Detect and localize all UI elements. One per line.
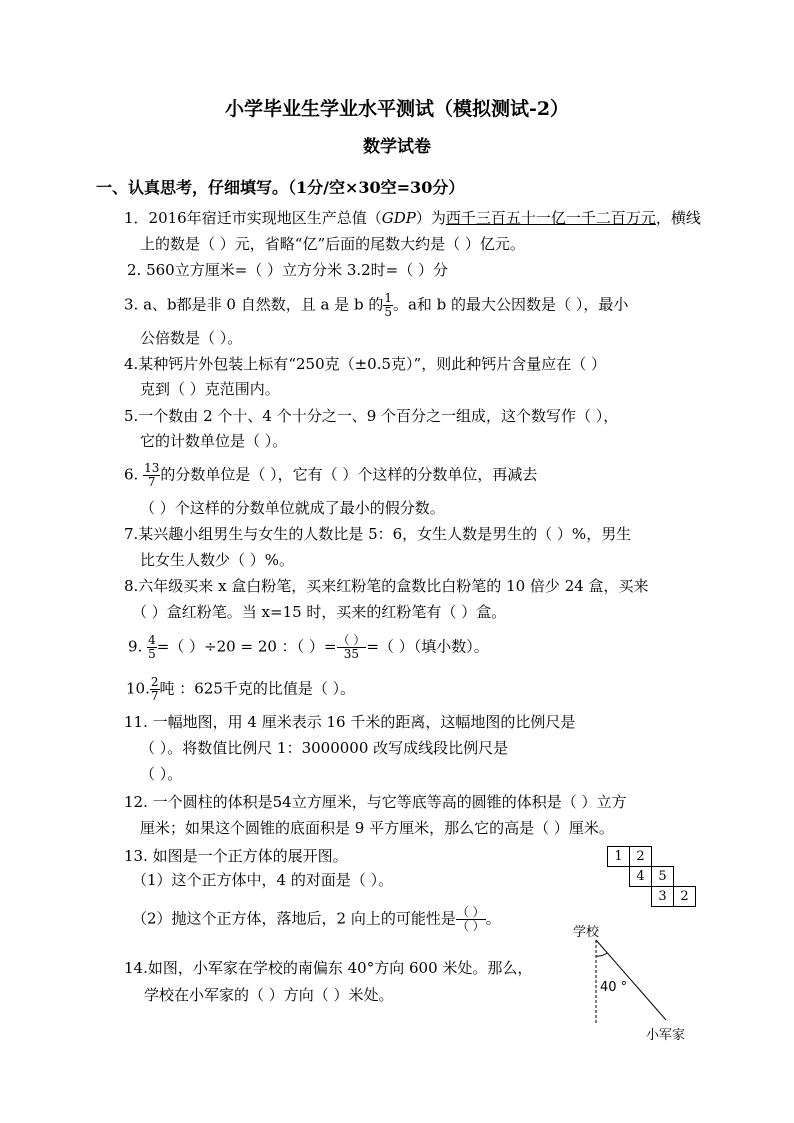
question-11-line-3: （ ）。 — [140, 765, 183, 783]
question-8-line-1: 8.六年级买来 x 盒白粉笔，买来红粉笔的盒数比白粉笔的 10 倍少 24 盒，买来 — [124, 577, 649, 595]
question-6-line-2: （ ）个这样的分数单位就成了最小的假分数。 — [140, 499, 445, 517]
question-13-line-1: 13. 如图是一个正方体的展开图。 — [124, 847, 348, 865]
cube-net — [607, 846, 696, 907]
cube-face: 3 — [652, 887, 674, 907]
fraction: $\frac{1}{5}$ — [384, 291, 392, 319]
fraction-blank: $\frac{( )}{35}$ — [337, 633, 366, 661]
question-14-line-2: 学校在小军家的（ ）方向（ ）米处。 — [144, 986, 394, 1004]
question-6-line-1: 6. $\frac{13}{7}$ 的分数单位是（ ），它有（ ）个这样的分数单位，再减去 — [124, 461, 538, 489]
question-10: 10. $\frac{2}{7}$ 吨 ：625千克的比值是（ ）。 — [126, 675, 356, 703]
cube-face: 4 — [630, 867, 652, 887]
question-11-line-1: 11. 一幅地图，用 4 厘米表示 16 千米的距离，这幅地图的比例尺是 — [124, 713, 576, 731]
question-13-line-3: （2）抛这个正方体，落地后，2 向上的可能性是 $\frac{( )}{( )}$ 。 — [132, 905, 501, 933]
question-13-line-2: （1）这个正方体中，4 的对面是（ ）。 — [132, 871, 394, 889]
cube-face: 2 — [674, 887, 696, 907]
section-heading: 一、认真思考，仔细填写。（1分/空×30空=30分） — [96, 178, 465, 197]
question-12-line-2: 厘米；如果这个圆锥的底面积是 9 平方厘米，那么它的高是（ ）厘米。 — [140, 819, 614, 837]
map-label-angle: 40 ° — [600, 980, 628, 995]
map-label-school: 学校 — [573, 925, 600, 940]
question-12-line-1: 12. 一个圆柱的体积是54立方厘米，与它等底等高的圆锥的体积是（ ）立方 — [124, 793, 627, 811]
question-11-line-2: （ ）。将数值比例尺 1：3000000 改写成线段比例尺是 — [140, 739, 509, 757]
question-9: 9. $\frac{4}{5}$ =（ ）÷20 = 20 ：（ ）= $\frac{( )}{35}$ =（ ）（填小数）。 — [128, 633, 489, 661]
direction-map — [580, 936, 690, 1028]
question-4-line-1: 4.某种钙片外包装上标有“250克（±0.5克）”，则此种钙片含量应在（ ） — [124, 355, 606, 373]
question-7-line-1: 7.某兴趣小组男生与女生的人数比是 5：6，女生人数是男生的（ ）%，男生 — [124, 525, 632, 543]
question-4-line-2: 克到（ ）克范围内。 — [140, 380, 280, 398]
map-label-home: 小军家 — [646, 1028, 686, 1043]
cube-face: 5 — [652, 867, 674, 887]
angle-arc — [596, 953, 607, 956]
cube-face: 1 — [608, 847, 630, 867]
question-5-line-2: 它的计数单位是（ ）。 — [140, 432, 288, 450]
question-1-line-1: 1．2016年宿迁市实现地区生产总值（GDP）为西千三百五十一亿一千二百万元，横线 — [124, 209, 701, 227]
question-14-line-1: 14.如图，小军家在学校的南偏东 40°方向 600 米处。那么， — [124, 959, 533, 977]
fraction: $\frac{13}{7}$ — [144, 461, 160, 489]
question-2: 2. 560立方厘米=（ ）立方分米 3.2时=（ ）分 — [127, 261, 449, 279]
question-1-line-2: 上的数是（ ）元，省略“亿”后面的尾数大约是（ ）亿元。 — [140, 235, 525, 253]
fraction-blank: $\frac{( )}{( )}$ — [456, 905, 485, 933]
question-3-line-1: 3. a、b都是非 0 自然数，且 a 是 b 的 $\frac{1}{5}$ 。a和 b 的最大公因数是（ ），最小 — [124, 291, 629, 319]
page-subtitle: 数学试卷 — [363, 137, 431, 157]
fraction: $\frac{4}{5}$ — [148, 633, 156, 661]
fraction: $\frac{2}{7}$ — [150, 675, 159, 703]
question-8-line-2: （ ）盒红粉笔。当 x=15 时，买来的红粉笔有（ ）盒。 — [132, 603, 507, 621]
page-title: 小学毕业生学业水平测试（模拟测试-2） — [224, 98, 570, 120]
question-7-line-2: 比女生人数少（ ）%。 — [140, 551, 295, 569]
question-3-line-2: 公倍数是（ ）。 — [140, 329, 243, 347]
question-5-line-1: 5.一个数由 2 个十、4 个十分之一、9 个百分之一组成，这个数写作（ ）， — [124, 407, 619, 425]
cube-face: 2 — [630, 847, 652, 867]
underlined-number: 西千三百五十一亿一千二百万元 — [445, 209, 656, 227]
